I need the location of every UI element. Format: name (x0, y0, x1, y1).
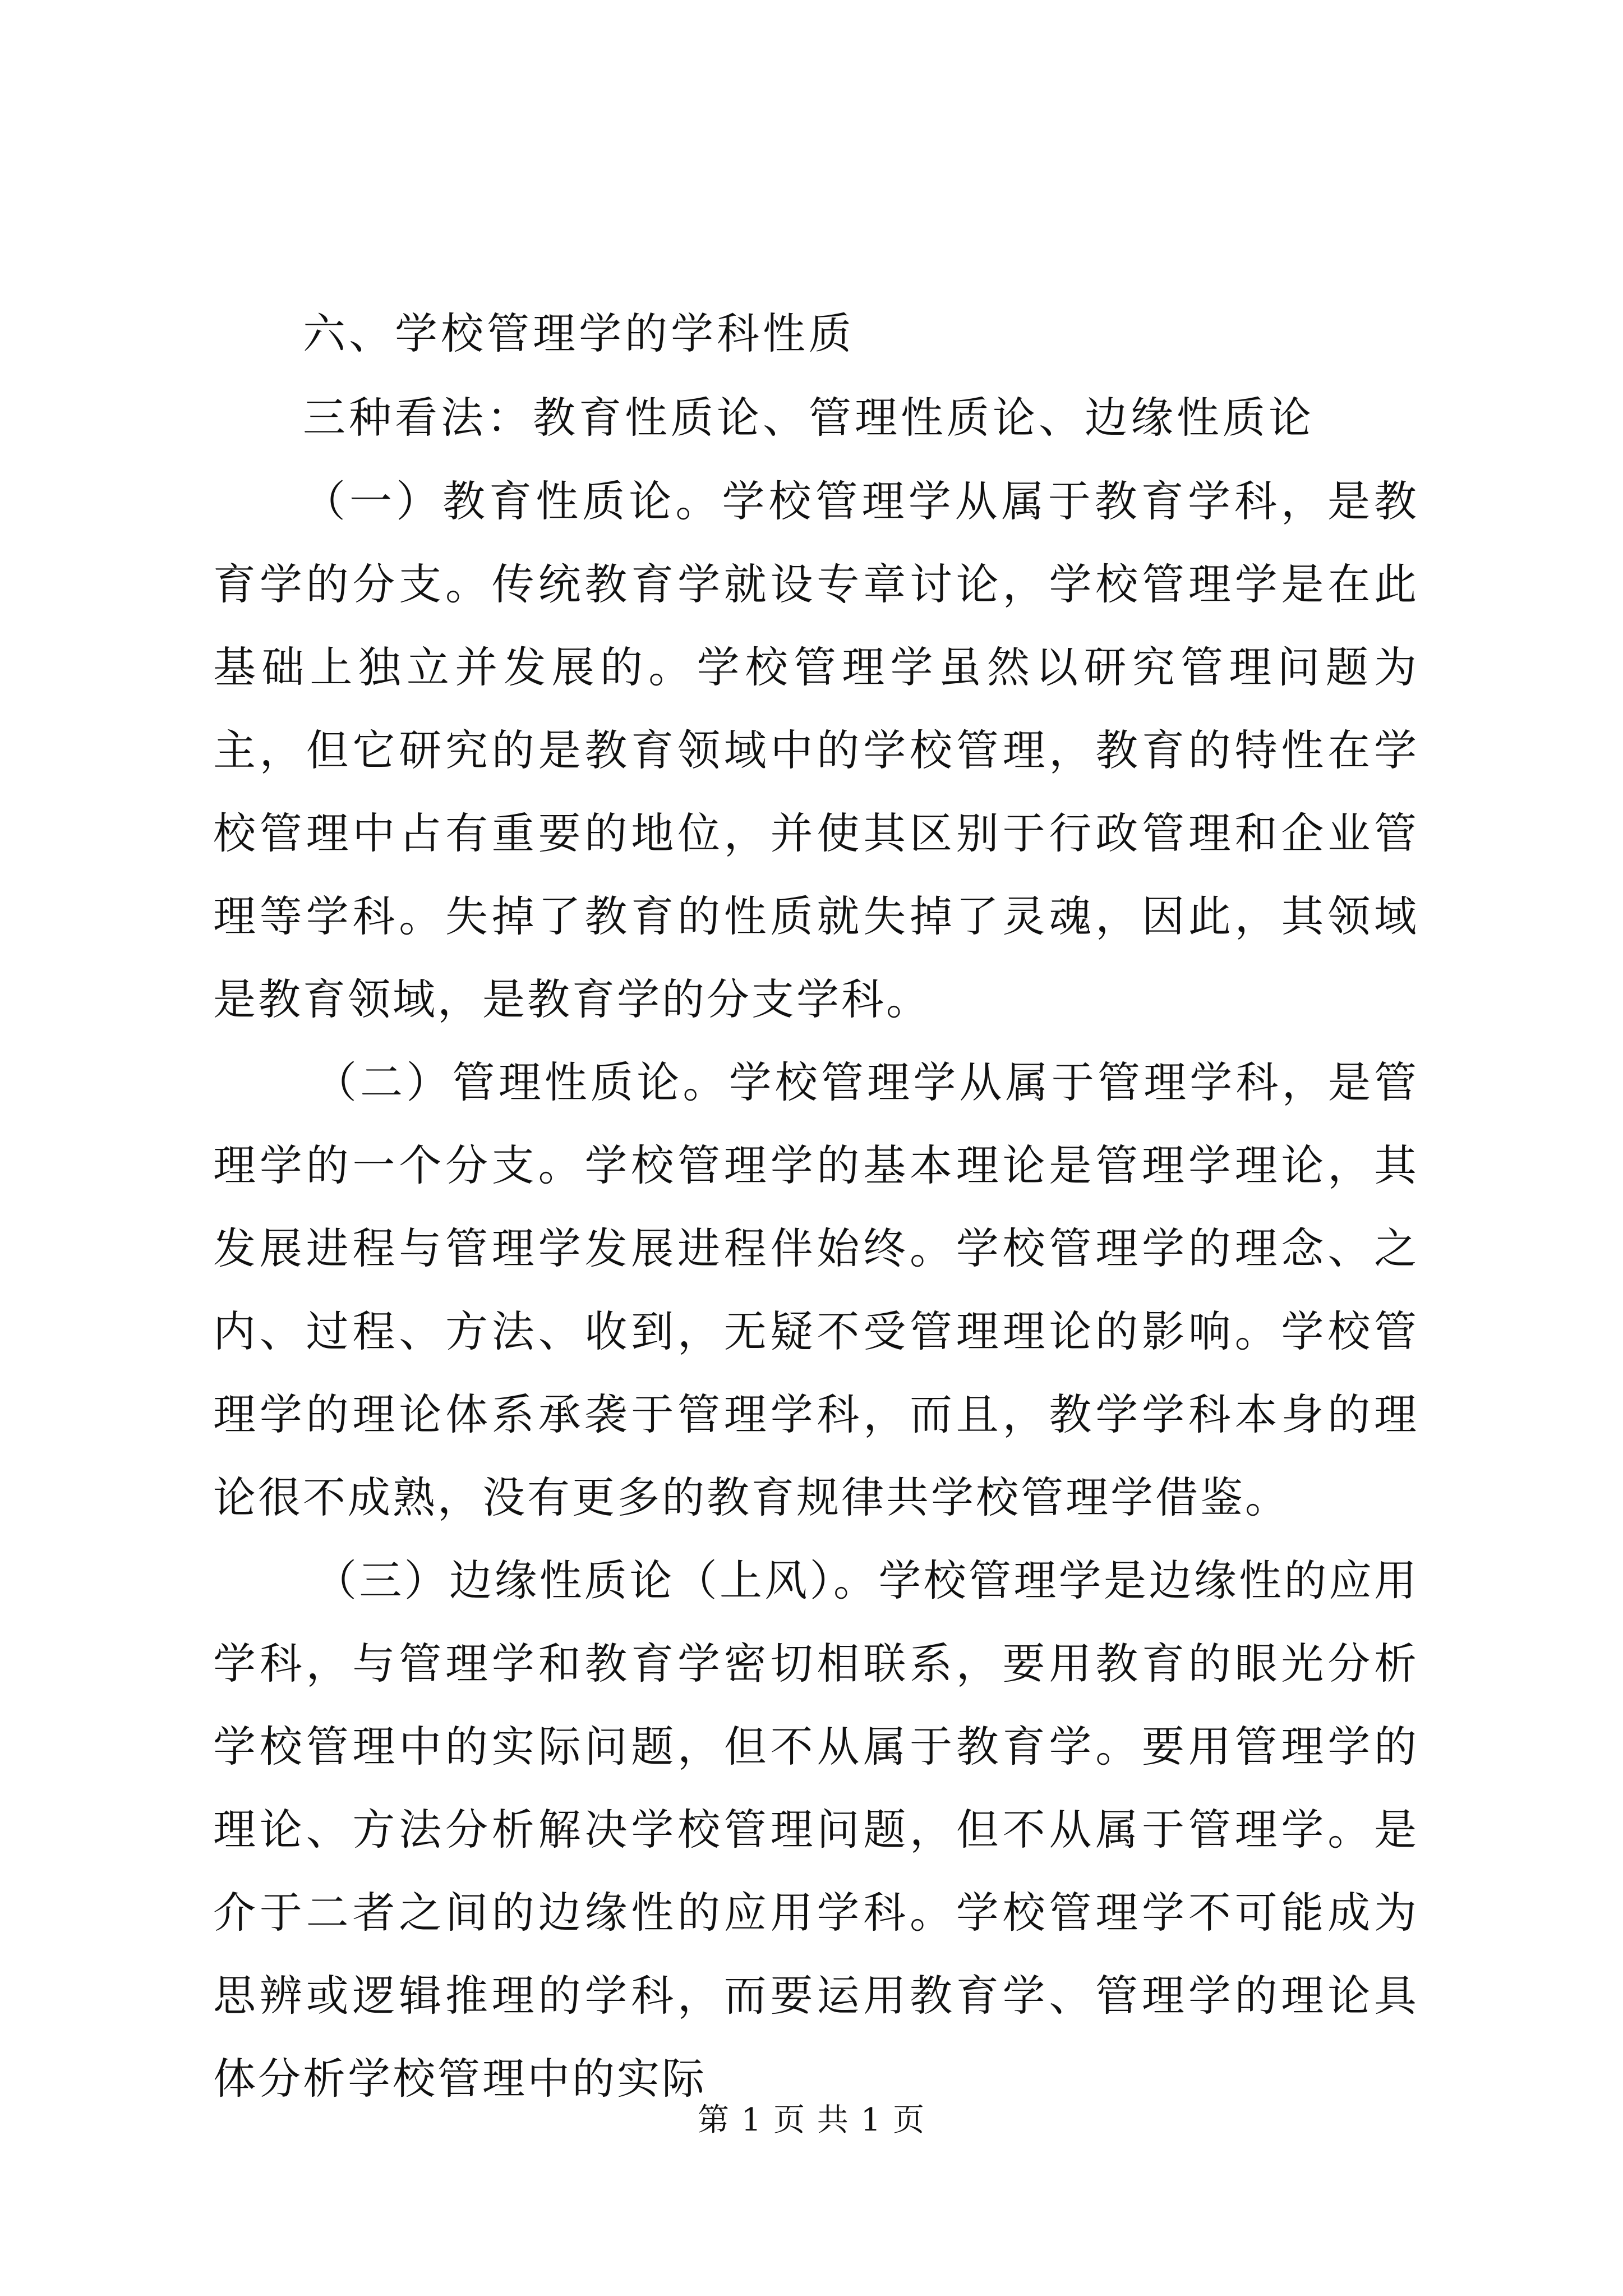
paragraph-management-nature: （二）管理性质论。学校管理学从属于管理学科，是管理学的一个分支。学校管理学的基本理论是管理学理论，其发展进程与管理学发展进程伴始终。学校管理学的理念、之内、过程、方法、收到，无疑不受管理理论的影响。学校管理学的理论体系承袭于管理学科，而且，教学学科本身的理论很不成熟，没有更多的教育规律共学校管理学借鉴。 (213, 1057, 1419, 1522)
subheading-three-views: 三种看法：教育性质论、管理性质论、边缘性质论 (303, 393, 1315, 443)
document-body (213, 292, 1419, 2120)
paragraph-marginal-nature: （三）边缘性质论（上风）。学校管理学是边缘性的应用学科，与管理学和教育学密切相联系，要用教育的眼光分析学校管理中的实际问题，但不从属于教育学。要用管理学的理论、方法分析解决学校管理问题，但不从属于管理学。是介于二者之间的边缘性的应用学科。学校管理学不可能成为思辨或逻辑推理的学科，而要运用教育学、管理学的理论具体分析学校管理中的实际 (213, 1556, 1419, 2104)
page-footer: 第 1 页 共 1 页 (697, 2102, 926, 2138)
section-heading: 六、学校管理学的学科性质 (303, 309, 855, 358)
paragraph-education-nature: （一）教育性质论。学校管理学从属于教育学科，是教育学的分支。传统教育学就设专章讨论，学校管理学是在此基础上独立并发展的。学校管理学虽然以研究管理问题为主，但它研究的是教育领域中的学校管理，教育的特性在学校管理中占有重要的地位，并使其区别于行政管理和企业管理等学科。失掉了教育的性质就失掉了灵魂，因此，其领域是教育领域，是教育学的分支学科。 (213, 476, 1419, 1024)
